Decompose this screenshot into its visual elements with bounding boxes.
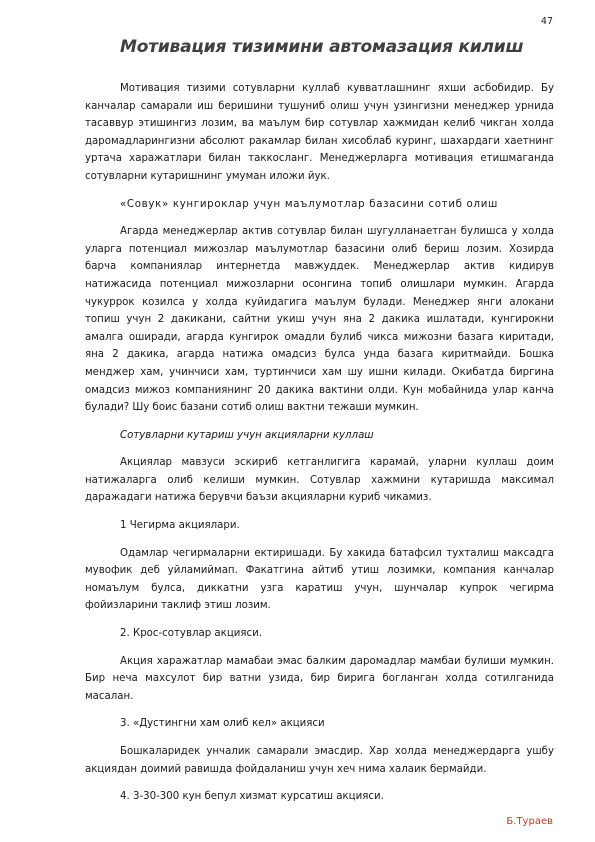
list-item-free-service: 4. 3-30-300 кун бепул хизмат курсатиш акцияси. xyxy=(120,791,384,803)
page-number: 47 xyxy=(540,16,553,27)
paragraph-intro: Мотивация тизими сотувларни куллаб кувватлашнинг яхши асбобидир. Бу канчалар самарали иш беришини тушуниб олиш учун узингизни менеджер урнида тасаввур этишингиз лозим, ва маълум бир сотувлар хажмидан келиб чикган холда даромадларингизни абсолют ракамлар билан хисоблаб куринг, шахардаги хаетнинг уртача харажатлари билан таккосланг. Менеджерларга мотивация етишмаганда сотувларни кутаришнинг умуман иложи йук. xyxy=(85,83,554,182)
section-heading-database: «Совук» кунгироклар учун маълумотлар базасини сотиб олиш xyxy=(120,198,499,210)
paragraph-database: Агарда менеджерлар актив сотувлар билан шугулланаетган булишса у холда уларга потенциал мижозлар маълумотлар базасини олиб бериш лозим. Хозирда барча компаниялар интернетда мавжуддек. Менеджерлар актив кидирув натижасида потенциал мижозларни осонгина топиб олишлари мумкин. Агарда чукуррок козилса у холда куйидагига маълум булади. Менеджер янги алокани топиш учун 2 дакикани, сайтни укиш учун яна 2 дакика ишлатади, кунгирокни амалга оширади, агарда кунгирок омадли булиб чикса мижозни базага киритади, яна 2 дакика, агарда натижа омадсиз булса унда базага киритмайди. Бошка менджер хам, учинчиси хам, туртинчиси хам шу ишни килади. Окибатда биргина омадсиз мижоз компаниянинг 20 дакика вактини олди. Кун мобайнида улар канча булади? Шу боис базани сотиб олиш вактни тежаши мумкин. xyxy=(85,226,554,414)
paragraph-promotions: Акциялар мавзуси эскириб кетганлигига карамай, уларни куллаш доим натижаларга олиб келиши мумкин. Сотувлар хажмини кутаришда максимал даражадаги натижа берувчи баъзи акцияларни куриб чикамиз. xyxy=(85,457,554,504)
paragraph-bring-friend: Бошкаларидек унчалик самарали эмасдир. Хар холда менеджердарга ушбу акциядан доимий равишда фойдаланиш учун хеч нима халаик бермайди. xyxy=(85,746,554,775)
section-heading-promotions: Сотувларни кутариш учун акцияларни куллаш xyxy=(120,429,374,441)
list-item-discounts: 1 Чегирма акциялари. xyxy=(120,520,240,532)
document-body xyxy=(85,80,554,816)
list-item-cross-sales: 2. Крос-сотувлар акцияси. xyxy=(120,628,262,640)
page-title: Мотивация тизимини автомазация килиш xyxy=(120,37,524,57)
paragraph-cross-sales: Акция харажатлар мамабаи эмас балким даромадлар мамбаи булиши мумкин. Бир неча махсулот бир ватни узида, бир бирига богланган холда сотилганида масалан. xyxy=(85,655,554,702)
list-item-bring-friend: 3. «Дустингни хам олиб кел» акцияси xyxy=(120,718,325,730)
author-signature: Б.Тураев xyxy=(506,816,553,827)
paragraph-discounts: Одамлар чегирмаларни ектиришади. Бу хакида батафсил тухталиш максадга мувофик деб уйламиймап. Факатгина айтиб утиш лозимки, компания канчалар номаълум булса, диккатни узга каратиш учун, шунчалар купрок чегирма фойизларини таклиф этиш лозим. xyxy=(85,547,554,612)
